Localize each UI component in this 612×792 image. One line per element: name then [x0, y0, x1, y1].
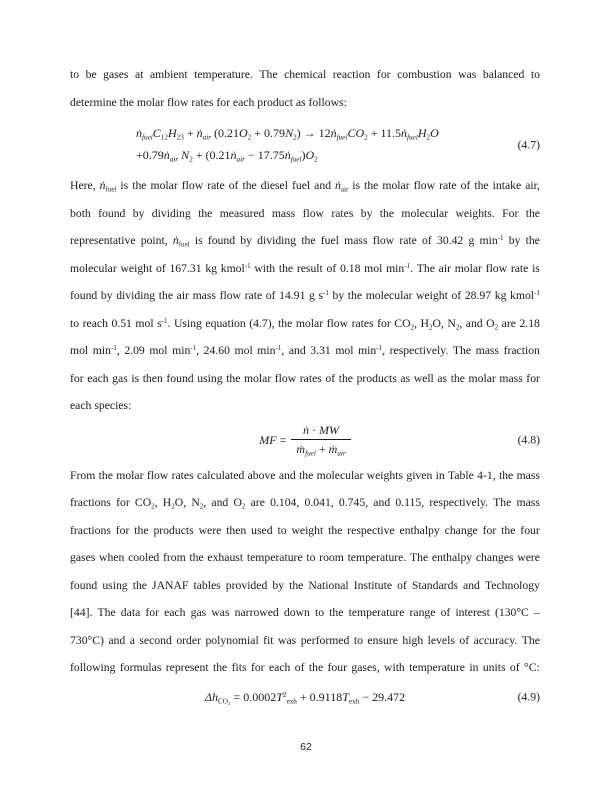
equation-4-9-line: $\Delta h_{CO_2} = 0.0002T^2_{exh} + 0.9118T_{exh} - 29.472$	[204, 689, 406, 706]
equation-4-8-body	[259, 422, 350, 458]
text-line: following formulas represent the fits for each of the four gases, with temperature in units of °C:	[70, 661, 540, 674]
text-line: for each gas is then found using the molar flow rates of the products as well as the molar mass for	[70, 371, 540, 385]
text-line: Here, ṅ$_{fuel}$ is the molar flow rate of the diesel fuel and ṅ$_{air}$ is the molar flow rate of the intake air,	[70, 179, 540, 194]
text-line: fractions for the products were then used to weight the respective enthalpy change for the four	[70, 523, 540, 537]
text-line: From the molar flow rates calculated above and the molecular weights given in Table 4-1, the mass	[70, 468, 540, 482]
equation-number-4-8: (4.8)	[517, 433, 540, 446]
equation-number-4-9: (4.9)	[517, 690, 540, 703]
fraction	[291, 422, 350, 458]
text-line: found by dividing the air mass flow rate of 14.91 g $s^{-1}$ by the molecular weight of 28.97 kg kmol$^{-1}$	[70, 289, 540, 302]
page-footer	[0, 741, 612, 753]
equation-4-7	[70, 123, 540, 166]
text-line: gases when cooled from the exhaust temperature to room temperature. The enthalpy changes were	[70, 551, 540, 564]
paragraph-molar-flow-rates	[70, 172, 540, 420]
text-line: to be gases at ambient temperature. The chemical reaction for combustion was balanced to	[70, 68, 540, 81]
fraction-numerator: ṅ · MW	[303, 422, 340, 437]
text-line: representative point, ṅ$_{fuel}$ is found by dividing the fuel mass flow rate of 30.42 g $\min^{-1}$ by the	[70, 234, 540, 249]
text-line: both found by dividing the measured mass flow rates by the molecular weights. For the	[70, 206, 540, 220]
text-line: [44]. The data for each gas was narrowed down to the temperature range of interest (130°C –	[70, 606, 540, 619]
page-number: 62	[300, 741, 312, 753]
text-line: determine the molar flow rates for each product as follows:	[70, 95, 347, 109]
equation-4-7-line-2: +0.79ṅ$_{air}$ $N_2$ + (0.21ṅ$_{air}$ − $17.75ṅ_{fuel})O_2$	[136, 147, 318, 164]
paragraph-intro	[70, 61, 540, 116]
text-line: found using the JANAF tables provided by the National Institute of Standards and Technology	[70, 578, 540, 592]
fraction-denominator: ṁ$_{fuel}$ + ṁ$_{air}$	[291, 439, 350, 458]
equation-4-9	[70, 687, 540, 707]
equation-number-4-7: (4.7)	[517, 138, 540, 151]
text-line: each species:	[70, 399, 132, 412]
text-line: to reach 0.51 mol $s^{-1}$. Using equation (4.7), the molar flow rates for $CO_2$, $H_2O$, $N_2$, and $O_2$ are 2.18	[70, 316, 540, 331]
equation-4-7-line-1: $ṅ_{fuel}C_{12}H_{23}$ + ṅ$_{air}$ $(0.21O_2 + 0.79N_2)$ → $12ṅ_{fuel}CO_2$ + $11.5ṅ_{fuel}H_2O$	[136, 126, 439, 142]
equation-4-8	[70, 422, 540, 458]
text-line: mol $\min^{-1}$, 2.09 mol $\min^{-1}$, 24.60 mol $\min^{-1}$, and 3.31 mol $\min^{-1}$, respectively. The mass fraction	[70, 344, 540, 357]
paragraph-mass-fractions	[70, 462, 540, 682]
equation-4-8-lhs: MF =	[259, 432, 287, 447]
text-line: 730°C) and a second order polynomial fit was performed to ensure high levels of accuracy. The	[70, 633, 540, 647]
text-column	[70, 61, 540, 707]
text-line: molecular weight of 167.31 kg kmol$^{-1}$ with the result of 0.18 mol $\min^{-1}$. The air molar flow rate is	[70, 261, 540, 275]
text-line: fractions for $CO_2$, $H_2O$, $N_2$, and $O_2$ are 0.104, 0.041, 0.745, and 0.115, respectively. The mass	[70, 496, 540, 511]
